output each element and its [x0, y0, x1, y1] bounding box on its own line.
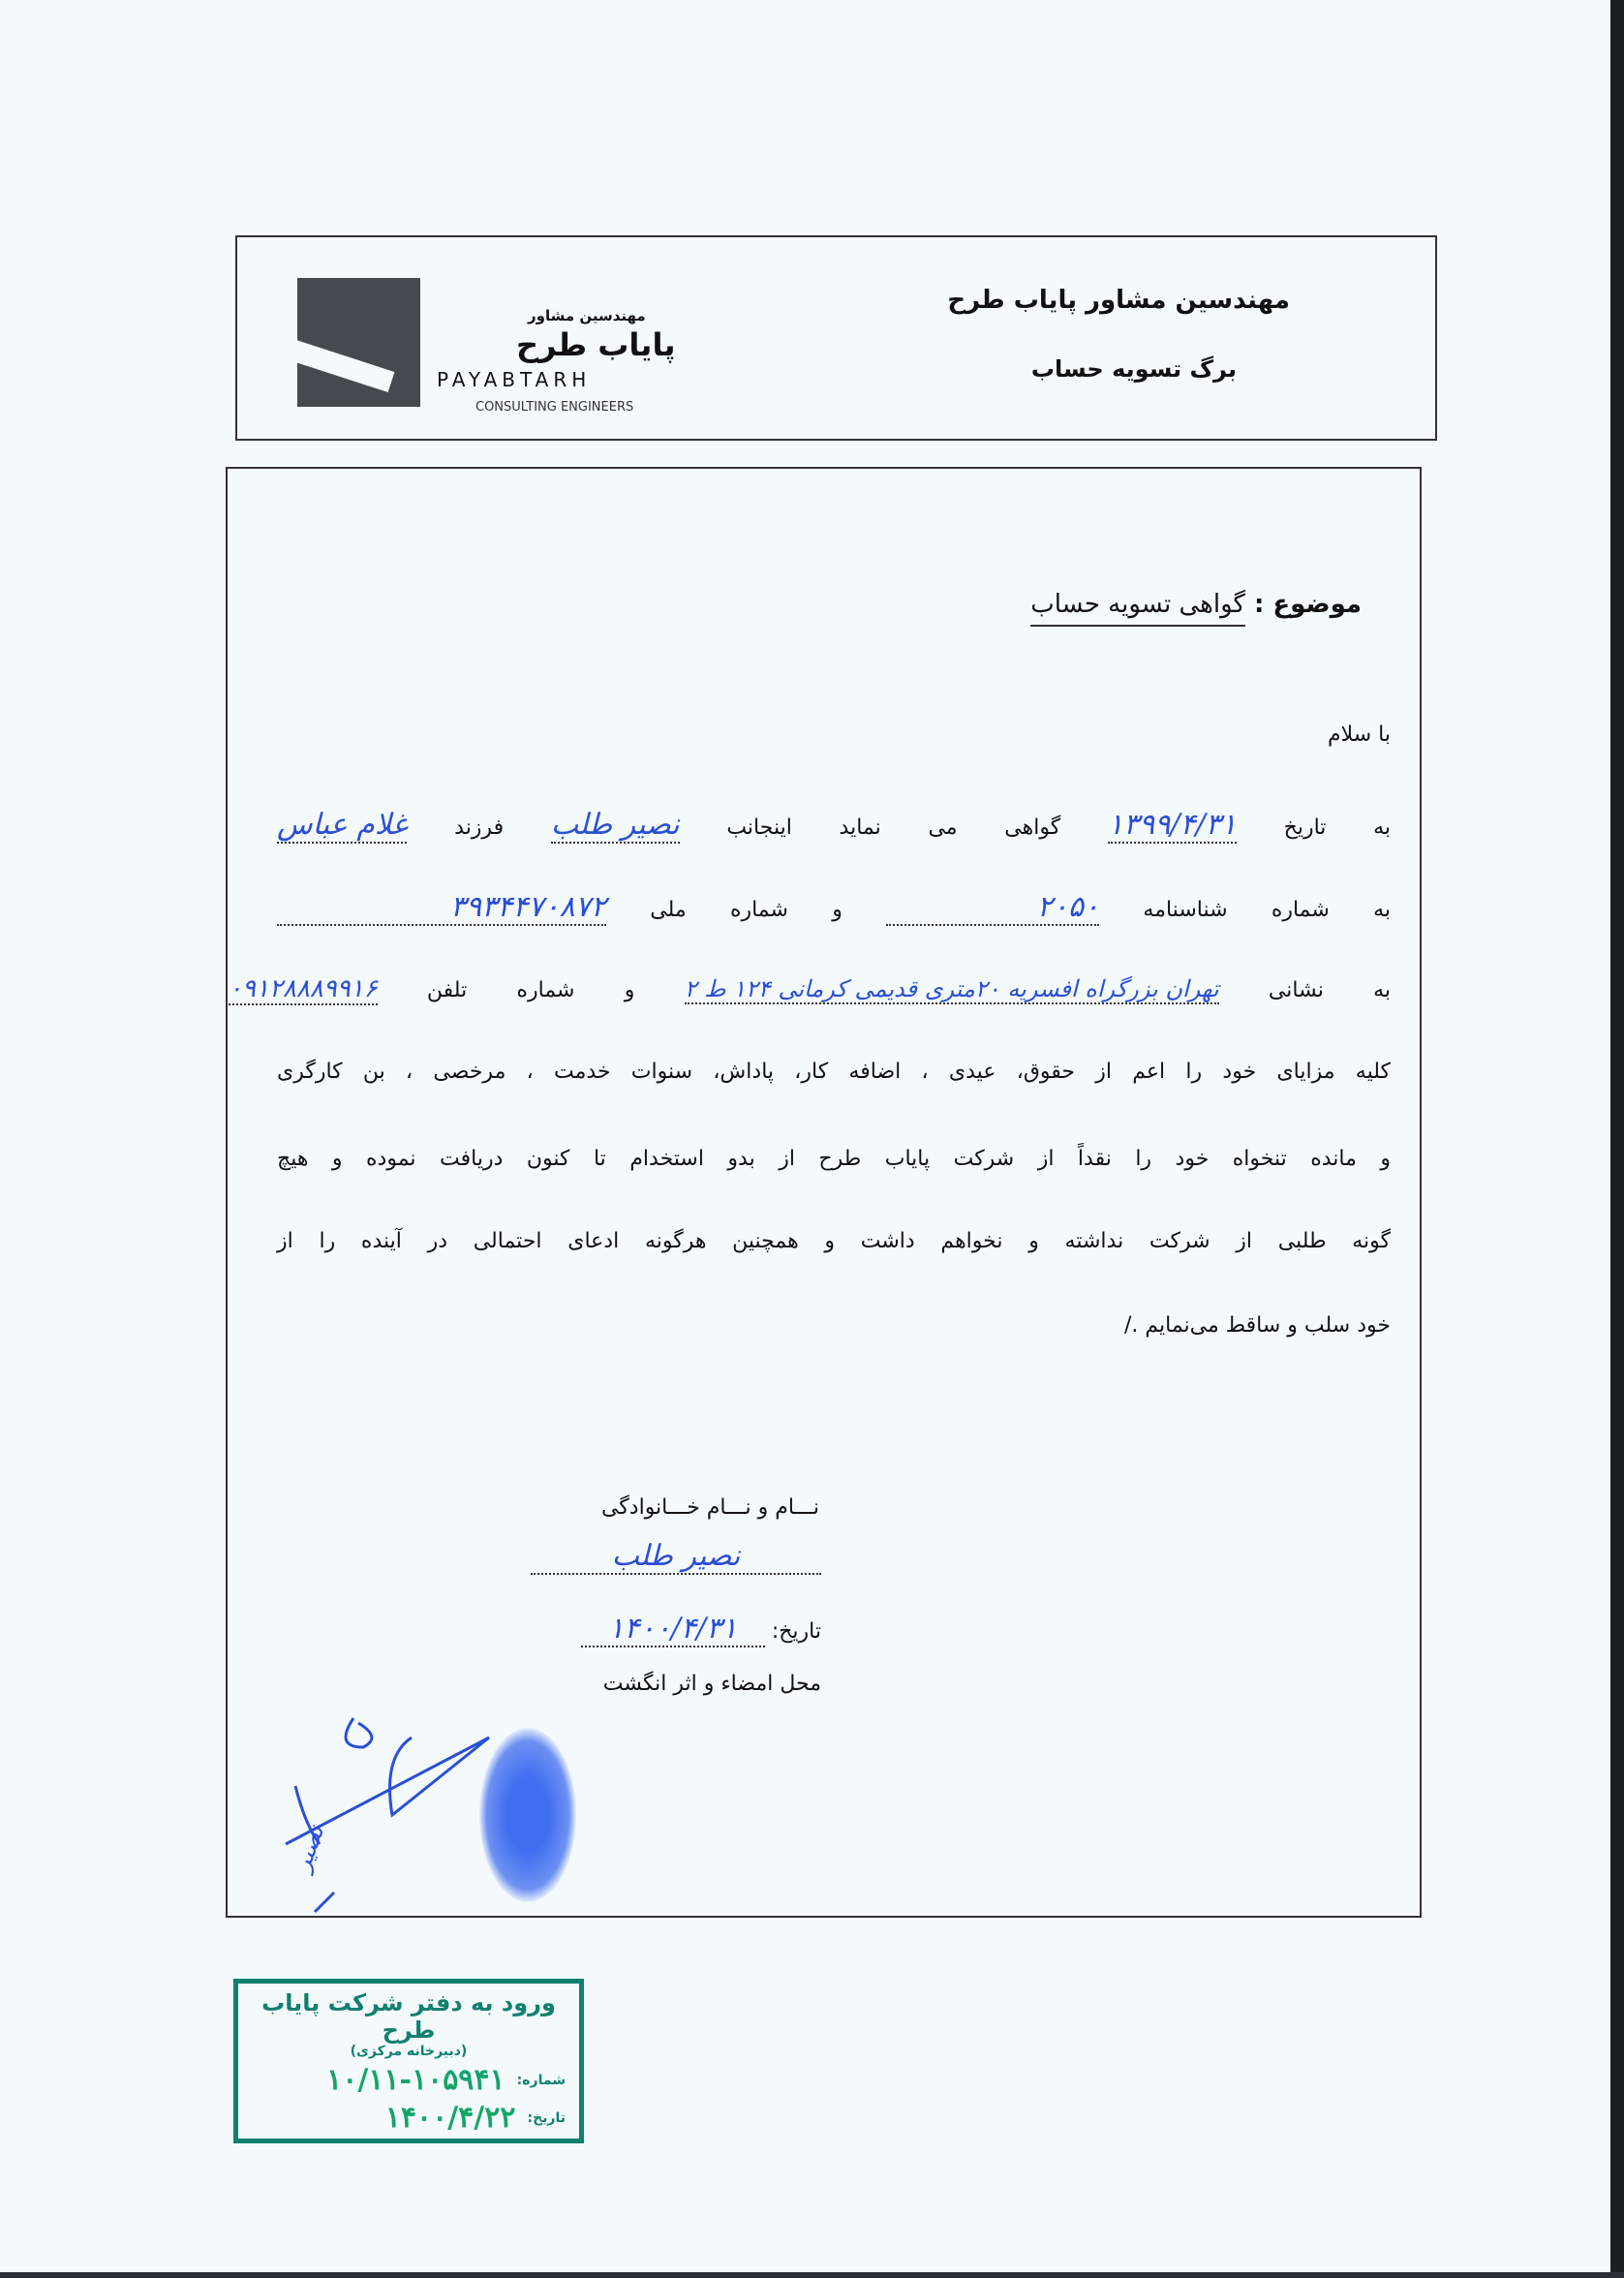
- subject-text: گواهی تسویه حساب: [1030, 590, 1245, 627]
- stamp-date-row: [238, 2101, 579, 2135]
- label: به شماره شناسنامه: [1143, 898, 1392, 922]
- label: فرزند: [454, 816, 505, 840]
- company-name: مهندسین مشاور پایاب طرح: [947, 286, 1290, 315]
- scan-edge: [1610, 0, 1624, 2278]
- registry-stamp: [233, 1979, 584, 2143]
- handwritten-id-number: ۲۰۵۰: [886, 890, 1099, 926]
- line-id: [277, 890, 1391, 926]
- label: و شماره ملی: [650, 898, 843, 922]
- stamp-number-row: [238, 2063, 579, 2097]
- stamp-number: ۱۰/۱۱-۱۰۵۹۴۱: [326, 2063, 506, 2097]
- signer-date: [581, 1612, 821, 1647]
- label: گواهی می نماید اینجانب: [726, 816, 1061, 840]
- handwritten-phone: ۰۹۱۲۸۸۸۹۹۱۶: [229, 974, 378, 1003]
- handwritten-national-id: ۳۹۳۴۴۷۰۸۷۲: [277, 890, 606, 926]
- label: به نشانی: [1268, 978, 1392, 1002]
- label: تاریخ:: [527, 2109, 566, 2126]
- logo-text-fa: پایاب طرح: [516, 326, 676, 363]
- subject-label: موضوع :: [1253, 590, 1362, 619]
- company-logo: [297, 278, 420, 407]
- handwritten-name: نصیر طلب: [550, 808, 680, 842]
- stamp-subtitle: (دبیرخانه مرکزی): [350, 2044, 468, 2059]
- certificate-body: [226, 467, 1422, 1918]
- paragraph-line: کلیه مزایای خود را اعم از حقوق، عیدی ، اضافه کار، پاداش، سنوات خدمت ، مرخصی ، بن کارگری: [277, 1060, 1391, 1084]
- handwritten-father-name: غلام عباس: [277, 808, 408, 842]
- scan-edge-bottom: [0, 2272, 1624, 2278]
- stamp-title: ورود به دفتر شرکت پایاب طرح: [261, 1989, 556, 2044]
- label: به تاریخ: [1283, 816, 1392, 840]
- letterhead: [235, 235, 1437, 441]
- handwritten-date: ۱۳۹۹/۴/۳۱: [1107, 808, 1237, 842]
- handwritten-address: تهران بزرگراه افسریه ۲۰متری قدیمی کرمانی ۱۲۴ ط ۲: [684, 975, 1219, 1002]
- stamp-date: ۱۴۰۰/۴/۲۲: [384, 2101, 516, 2135]
- line-date-name: [277, 808, 1391, 844]
- greeting: با سلام: [1327, 723, 1391, 747]
- paragraph-line: خود سلب و ساقط می‌نمایم ./: [1123, 1313, 1391, 1338]
- handwritten-signer-name: نصیر طلب: [531, 1539, 821, 1575]
- line-address: [229, 974, 1391, 1005]
- subject: [1030, 590, 1362, 619]
- date-label: تاریخ:: [771, 1619, 821, 1644]
- name-label: نـــام و نـــام خـــانوادگی: [600, 1495, 819, 1520]
- handwritten-signer-date: ۱۴۰۰/۴/۳۱: [581, 1612, 765, 1647]
- signature-label: محل امضاء و اثر انگشت: [602, 1672, 821, 1696]
- form-title: برگ تسویه حساب: [1030, 355, 1237, 383]
- logo-text-en: PAYABTARH: [437, 368, 592, 391]
- signature: [266, 1699, 499, 1931]
- fingerprint: [479, 1728, 576, 1902]
- label: شماره:: [516, 2072, 566, 2088]
- paragraph-line: گونه طلبی از شرکت نداشته و نخواهم داشت و همچنین هرگونه ادعای احتمالی در آینده را از: [277, 1229, 1391, 1253]
- label: و شماره تلفن: [426, 978, 635, 1002]
- paragraph-line: و مانده تنخواه خود را نقداً از شرکت پایاب طرح از بدو استخدام تا کنون دریافت نموده و هیچ: [277, 1147, 1391, 1171]
- logo-text-small: مهندسین مشاور: [528, 307, 646, 324]
- handwritten-note: نصیر: [288, 1821, 330, 1875]
- logo-text-en-sub: CONSULTING ENGINEERS: [475, 400, 634, 415]
